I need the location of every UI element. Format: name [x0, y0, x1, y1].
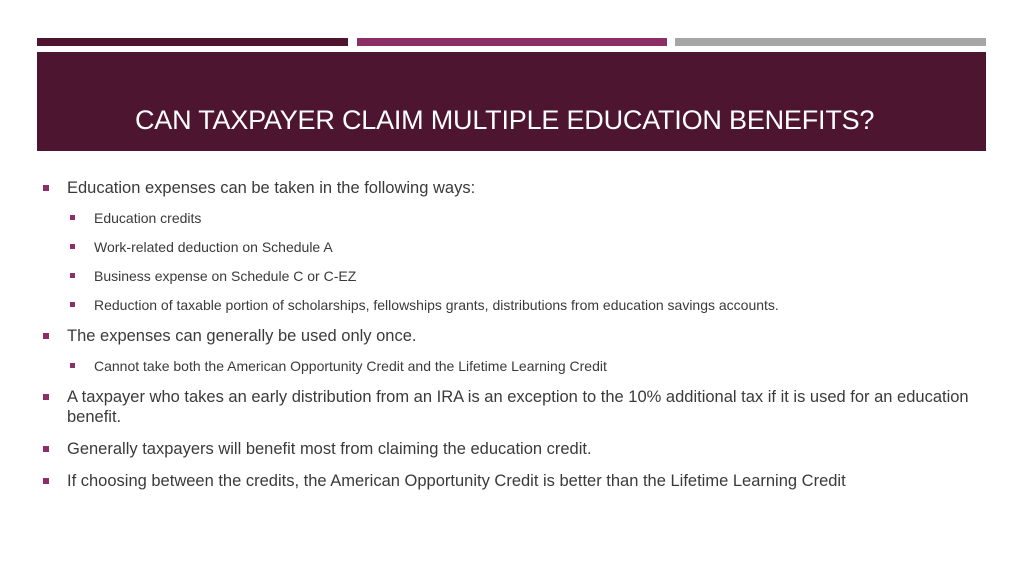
bullet-item: [43, 326, 973, 346]
accent-bar-dark: [37, 38, 348, 46]
square-bullet-icon: [43, 446, 49, 452]
square-bullet-icon: [70, 273, 75, 278]
bullet-text: If choosing between the credits, the American Opportunity Credit is better than the Lifetime Learning Credit: [67, 472, 846, 490]
bullet-text: The expenses can generally be used only once.: [67, 327, 417, 345]
bullet-text: Generally taxpayers will benefit most from claiming the education credit.: [67, 440, 592, 458]
sub-bullet-text: Work-related deduction on Schedule A: [94, 239, 333, 255]
square-bullet-icon: [43, 333, 49, 339]
accent-bar-magenta: [357, 38, 667, 46]
bullet-item: [43, 178, 973, 198]
sub-bullet-text: Cannot take both the American Opportunity Credit and the Lifetime Learning Credit: [94, 358, 607, 374]
title-band: [37, 52, 986, 151]
bullet-item: [43, 439, 973, 459]
slide-title: CAN TAXPAYER CLAIM MULTIPLE EDUCATION BENEFITS?: [135, 105, 875, 135]
bullet-item: [43, 387, 973, 427]
square-bullet-icon: [70, 215, 75, 220]
square-bullet-icon: [70, 302, 75, 307]
sub-bullet-item: [70, 209, 973, 227]
sub-bullet-text: Reduction of taxable portion of scholarships, fellowships grants, distributions from education savings accounts.: [94, 297, 779, 313]
sub-bullet-text: Education credits: [94, 210, 202, 226]
sub-bullet-text: Business expense on Schedule C or C-EZ: [94, 268, 357, 284]
square-bullet-icon: [70, 244, 75, 249]
bullet-list: [43, 178, 973, 491]
sub-bullet-item: [70, 238, 973, 256]
sub-bullet-item: [70, 357, 973, 375]
accent-bar-gray: [675, 38, 986, 46]
bullet-text: A taxpayer who takes an early distribution from an IRA is an exception to the 10% additional tax if it is used for an education benefit.: [67, 388, 969, 426]
square-bullet-icon: [43, 478, 49, 484]
sub-bullet-item: [70, 296, 973, 314]
sub-bullet-item: [70, 267, 973, 285]
bullet-text: Education expenses can be taken in the following ways:: [67, 179, 476, 197]
square-bullet-icon: [43, 394, 49, 400]
square-bullet-icon: [43, 185, 49, 191]
square-bullet-icon: [70, 363, 75, 368]
bullet-item: [43, 471, 973, 491]
